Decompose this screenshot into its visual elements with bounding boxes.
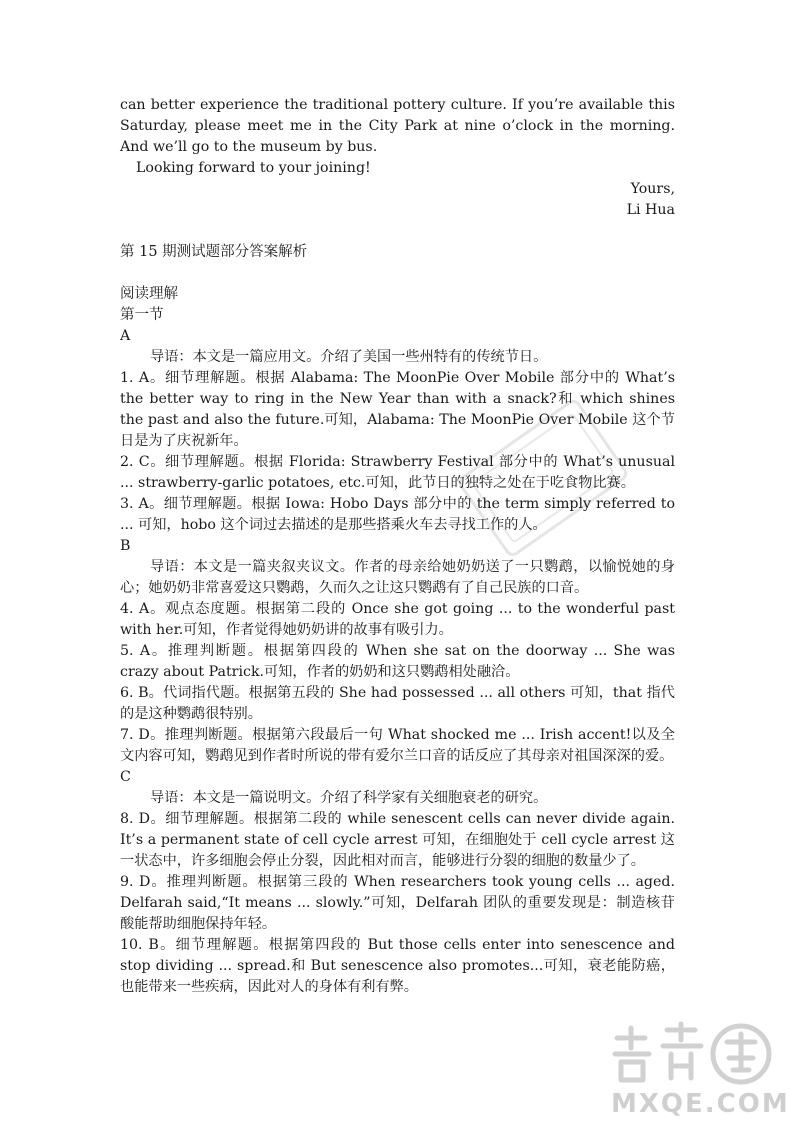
part-title: 第一节: [120, 307, 164, 323]
answer-item: 7. D。推理判断题。根据第六段最后一句 What shocked me ... Irish accent!以及全文内容可知，鹦鹉见到作者时所说的带有爱尔兰口音的话反应了其母亲对祖国深深的爱。: [120, 727, 675, 764]
answer-item: 3. A。细节理解题。根据 Iowa: Hobo Days 部分中的 the term simply referred to ... 可知，hobo 这个词过去描述的是那些搭乘火车去寻找工作的人。: [120, 496, 675, 533]
passage-letter-c: C: [120, 769, 131, 785]
document-page: [120, 95, 675, 998]
passage-letter-a: A: [120, 328, 131, 344]
answer-item: 10. B。细节理解题。根据第四段的 But those cells enter into senescence and stop dividing ... spread.和 But senescence also promotes...可知，衰老能防癌，也能带来一些疾病，因此对人的身体有利有弊。: [120, 937, 675, 995]
svg-text:MXQE.COM: MXQE.COM: [611, 1089, 790, 1119]
passage-intro-c: 导语：本文是一篇说明文。介绍了科学家有关细胞衰老的研究。: [150, 790, 548, 806]
passage-letter-b: B: [120, 538, 131, 554]
answer-item: 2. C。细节理解题。根据 Florida: Strawberry Festival 部分中的 What’s unusual ... strawberry-garlic potatoes, etc.可知，此节日的独特之处在于吃食物比赛。: [120, 454, 675, 491]
answer-item: 8. D。细节理解题。根据第二段的 while senescent cells can never divide again. It’s a permanent state of cell cycle arrest 可知，在细胞处于 cell cycle arrest 这一状态中，许多细胞会停止分裂，因此相对而言，能够进行分裂的细胞的数量少了。: [120, 811, 675, 869]
answer-item: 5. A。推理判断题。根据第四段的 When she sat on the doorway ... She was crazy about Patrick.可知，作者的奶奶和这只鹦鹉相处融洽。: [120, 643, 675, 680]
letter-closing: Yours,: [630, 181, 675, 197]
site-logo-watermark: [605, 1020, 790, 1120]
answer-key-title: 第 15 期测试题部分答案解析: [120, 244, 308, 260]
answer-item: 4. A。观点态度题。根据第二段的 Once she got going ... to the wonderful past with her.可知，作者觉得她奶奶讲的故事有吸引力。: [120, 601, 675, 638]
passage-intro-b: 导语：本文是一篇夹叙夹议文。作者的母亲给她奶奶送了一只鹦鹉，以愉悦她的身心；她奶奶非常喜爱这只鹦鹉，久而久之让这只鹦鹉有了自己民族的口音。: [120, 559, 675, 596]
answer-item: 1. A。细节理解题。根据 Alabama: The MoonPie Over Mobile 部分中的 What’s the better way to ring in the New Year than with a snack?和 which shines the past and also the future.可知，Alabama: The MoonPie Over Mobile 这个节日是为了庆祝新年。: [120, 370, 675, 449]
letter-body-paragraph: can better experience the traditional pottery culture. If you’re available this Saturday, please meet me in the City Park at nine o’clock in the morning. And we’ll go to the museum by bus.: [120, 97, 675, 155]
passage-intro-a: 导语：本文是一篇应用文。介绍了美国一些州特有的传统节日。: [150, 349, 548, 365]
answer-item: 9. D。推理判断题。根据第三段的 When researchers took young cells ... aged. Delfarah said,“It means ... slowly.”可知，Delfarah 团队的重要发现是：制造核苷酸能帮助细胞保持年轻。: [120, 874, 675, 932]
letter-closing-line: Looking forward to your joining!: [136, 160, 371, 176]
answer-item: 6. B。代词指代题。根据第五段的 She had possessed ... all others 可知，that 指代的是这种鹦鹉很特别。: [120, 685, 675, 722]
section-title: 阅读理解: [120, 286, 178, 302]
letter-signature: Li Hua: [626, 202, 675, 218]
